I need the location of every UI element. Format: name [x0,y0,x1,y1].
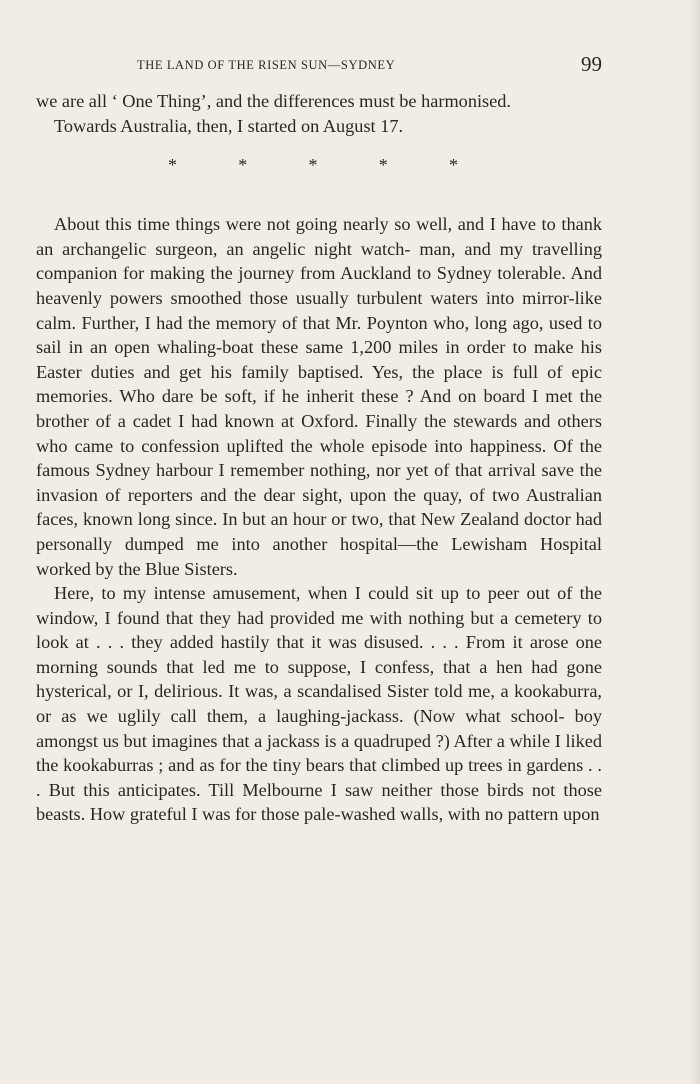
section-break-asterisks [168,154,458,176]
asterisk-2: * [238,155,248,176]
running-title: THE LAND OF THE RISEN SUN—SYDNEY [137,58,396,72]
page-edge-shadow [690,0,700,1084]
asterisk-1: * [168,155,177,176]
running-head [36,54,602,84]
asterisk-4: * [378,155,388,176]
paragraph-voyage-to-sydney: About this time things were not going nearly so well, and I have to thank an archangelic surgeon, an angelic night watch- man, and my travelling companion for making the journey from Auckland to Sydney tolerable. And heavenly powers smoothed those usually turbulent waters into mirror-like calm. Further, I had the memory of that Mr. Poynton who, long ago, used to sail in an open whaling-boat these same 1,200 miles in order to make his Easter duties and get his family baptised. Yes, the place is full of epic memories. Who dare be soft, if he inherit these ? And on board I met the brother of a cadet I had known at Oxford. Finally the stewards and others who came to confession uplifted the whole episode into happiness. Of the famous Sydney harbour I remember nothing, nor yet of that arrival save the invasion of reporters and the dear sight, upon the quay, of two Australian faces, known long since. In but an hour or two, that New Zealand doctor had personally dumped me into another hospital—the Lewisham Hospital worked by the Blue Sisters. [36,214,602,579]
paragraph-departure: Towards Australia, then, I started on August 17. [54,115,404,136]
paragraph-hospital-window: Here, to my intense amusement, when I could sit up to peer out of the window, I found that they had provided me with nothing but a cemetery to look at . . . they added hastily that it was disused. . . . From it arose one morning sounds that led me to suppose, I confess, that a hen had gone hysterical, or I, delirious. It was, a scandalised Sister told me, a kookaburra, or as we uglily call them, a laughing-jackass. (Now what school- boy amongst us but imagines that a jackass is a quadruped ?) After a while I liked the kookaburras ; and as for the tiny bears that climbed up trees in gardens . . . But this anticipates. Till Melbourne I saw neither those birds not those beasts. How grateful I was for those pale-washed walls, with no pattern upon [36,583,602,825]
body-text [36,89,602,827]
page-number: 99 [581,52,602,76]
asterisk-3: * [308,155,318,176]
asterisk-5: * [449,155,458,176]
paragraph-continuation: we are all ‘ One Thing’, and the differences must be harmonised. [36,91,511,111]
